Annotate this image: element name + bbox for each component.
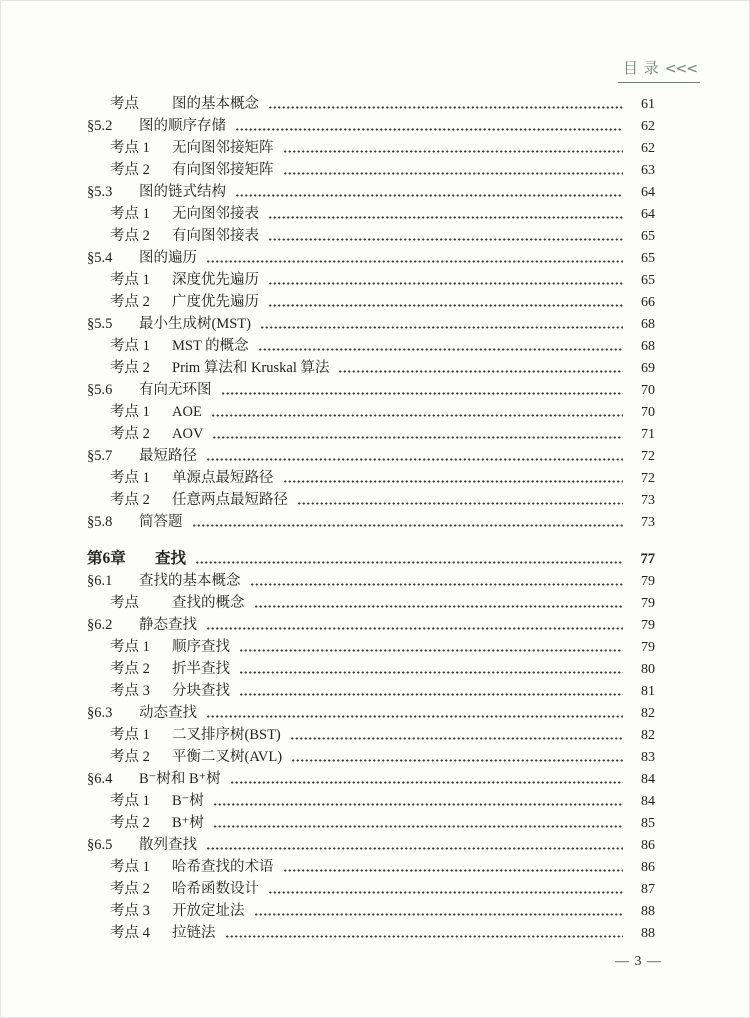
toc-entry-prefix: 考点 2 (110, 294, 150, 310)
toc-entry-prefix: 考点 1 (110, 140, 150, 156)
toc-entry (87, 570, 655, 592)
toc-entry-prefix: 考点 2 (110, 881, 150, 897)
toc-entry (87, 467, 655, 489)
toc-entry (87, 401, 655, 423)
toc-entry-page: 64 (641, 185, 655, 200)
dot-leader (258, 348, 623, 351)
toc-entry-prefix: 考点 1 (110, 793, 150, 809)
toc-entry-page: 70 (641, 383, 655, 398)
toc-entry-prefix: §5.7 (87, 448, 113, 464)
toc-entry-title: 哈希函数设计 (172, 881, 259, 897)
toc-entry-title: 拉链法 (172, 925, 216, 941)
toc-entry-page: 83 (641, 750, 655, 765)
toc-entry (87, 636, 655, 658)
dot-leader (268, 891, 623, 894)
toc-entry-title: Prim 算法和 Kruskal 算法 (172, 360, 330, 376)
dot-leader (239, 693, 623, 696)
toc-entry (87, 181, 655, 203)
toc-entry-prefix: §6.2 (87, 617, 113, 633)
dot-leader (206, 847, 623, 850)
dot-leader (225, 935, 624, 938)
toc-entry-page: 84 (641, 794, 655, 809)
dot-leader (235, 194, 623, 197)
dot-leader (221, 392, 624, 395)
toc-entry-prefix: §6.4 (87, 771, 113, 787)
toc-entry-prefix: §5.4 (87, 250, 113, 266)
toc-entry (87, 137, 655, 159)
toc-entry-title: 动态查找 (139, 705, 197, 721)
toc-entry-prefix: 考点 2 (110, 426, 150, 442)
toc-entry (87, 489, 655, 511)
toc-entry-page: 64 (641, 207, 655, 222)
toc-entry-prefix: 考点 1 (110, 859, 150, 875)
dot-leader (195, 561, 623, 564)
toc-entry-title: AOV (172, 426, 204, 442)
toc-entry-title: 最小生成树(MST) (139, 316, 251, 332)
toc-entry-title: 查找的概念 (172, 595, 245, 611)
dot-leader (239, 671, 623, 674)
toc-entry-title: 平衡二叉树(AVL) (172, 749, 283, 765)
toc-entry-title: AOE (172, 404, 202, 420)
toc-entry-page: 79 (641, 618, 655, 633)
toc-entry (87, 379, 655, 401)
toc-entry (87, 900, 655, 922)
dot-leader (283, 869, 624, 872)
toc-entry-page: 77 (640, 551, 655, 567)
toc-entry (87, 856, 655, 878)
toc-entry-prefix: 考点 (110, 96, 139, 112)
toc-entry-page: 79 (641, 596, 655, 611)
dot-leader (283, 150, 624, 153)
toc-entry-prefix: 考点 2 (110, 661, 150, 677)
toc-entry-page: 82 (641, 728, 655, 743)
toc-entry-page: 86 (641, 860, 655, 875)
toc-entry-title: 有向图邻接表 (172, 228, 259, 244)
toc-entry (87, 335, 655, 357)
toc-entry-page: 65 (641, 273, 655, 288)
toc-entry-prefix: 考点 4 (110, 925, 150, 941)
toc-entry (87, 423, 655, 445)
toc-entry (87, 746, 655, 768)
toc-entry-page: 62 (641, 119, 655, 134)
toc-entry (87, 511, 655, 533)
toc-entry-page: 88 (641, 926, 655, 941)
dot-leader (268, 216, 623, 219)
toc-entry-page: 81 (641, 684, 655, 699)
toc-entry-title: 顺序查找 (172, 639, 230, 655)
toc-entry-title: 有向无环图 (139, 382, 212, 398)
toc-entry (87, 724, 655, 746)
dot-leader (211, 414, 623, 417)
toc-entry-page: 79 (641, 574, 655, 589)
toc-entry (87, 768, 655, 790)
toc-entry (87, 790, 655, 812)
toc-entry-title: 图的遍历 (139, 250, 197, 266)
toc-entry (87, 291, 655, 313)
toc-entry-title: 开放定址法 (172, 903, 245, 919)
toc-entry-prefix: 考点 (110, 595, 139, 611)
toc-entry-page: 88 (641, 904, 655, 919)
toc-entry-prefix: 考点 2 (110, 492, 150, 508)
dot-leader (192, 524, 624, 527)
toc-entry-page: 80 (641, 662, 655, 677)
toc-entry-title: 有向图邻接矩阵 (172, 162, 274, 178)
toc-entry-prefix: §5.8 (87, 514, 113, 530)
toc-entry-title: 图的基本概念 (172, 96, 259, 112)
dot-leader (254, 605, 624, 608)
dot-leader (260, 326, 623, 329)
toc-entry (87, 658, 655, 680)
toc-entry-title: 图的顺序存储 (139, 118, 226, 134)
dot-leader (297, 502, 623, 505)
dot-leader (230, 781, 623, 784)
toc-entry-page: 73 (641, 493, 655, 508)
toc-entry-title: 哈希查找的术语 (172, 859, 274, 875)
dot-leader (254, 913, 624, 916)
toc-entry (87, 269, 655, 291)
toc-entry-prefix: 考点 2 (110, 749, 150, 765)
toc-entry-prefix: 考点 1 (110, 404, 150, 420)
toc-entry-title: 查找 (155, 550, 187, 567)
dot-leader (268, 238, 623, 241)
toc-entry-page: 72 (641, 449, 655, 464)
toc-entry-title: B⁺树 (172, 815, 204, 831)
toc-entry-page: 82 (641, 706, 655, 721)
page-number: — 3 — (615, 954, 662, 969)
toc-entry-page: 65 (641, 229, 655, 244)
dot-leader (338, 370, 623, 373)
toc-entry (87, 93, 655, 115)
dot-leader (206, 260, 623, 263)
toc-entry-title: 单源点最短路径 (172, 470, 274, 486)
toc-entry-page: 66 (641, 295, 655, 310)
dot-leader (212, 436, 623, 439)
toc-entry (87, 592, 655, 614)
toc-entry (87, 357, 655, 379)
dot-leader (235, 128, 623, 131)
dot-leader (291, 759, 623, 762)
toc-entry-page: 79 (641, 640, 655, 655)
toc-entry-title: 图的链式结构 (139, 184, 226, 200)
toc-entry-prefix: §5.5 (87, 316, 113, 332)
toc-entry (87, 445, 655, 467)
toc-entry-prefix: 考点 1 (110, 206, 150, 222)
toc-entry-page: 87 (641, 882, 655, 897)
toc-entry-page: 68 (641, 339, 655, 354)
toc-entry (87, 548, 655, 570)
toc-entry-page: 70 (641, 405, 655, 420)
toc-entry (87, 159, 655, 181)
toc-entry-prefix: 考点 2 (110, 815, 150, 831)
toc-entry-title: B⁻树 (172, 793, 204, 809)
dot-leader (290, 737, 623, 740)
toc-entry-page: 65 (641, 251, 655, 266)
dot-leader (213, 803, 623, 806)
toc-entry (87, 834, 655, 856)
toc-entry (87, 878, 655, 900)
toc-entry-title: 任意两点最短路径 (172, 492, 288, 508)
toc-entry-page: 73 (641, 515, 655, 530)
toc-entry (87, 225, 655, 247)
toc-entry-prefix: 考点 1 (110, 639, 150, 655)
toc-entry-title: 无向图邻接矩阵 (172, 140, 274, 156)
toc-entry-title: 深度优先遍历 (172, 272, 259, 288)
toc-entry-title: MST 的概念 (172, 338, 249, 354)
toc-entry-prefix: 考点 3 (110, 903, 150, 919)
dot-leader (283, 480, 624, 483)
toc-entry-prefix: 考点 1 (110, 272, 150, 288)
toc-entry-prefix: 考点 1 (110, 338, 150, 354)
toc-entry-page: 71 (641, 427, 655, 442)
toc-entry-prefix: 考点 1 (110, 470, 150, 486)
toc-entry (87, 247, 655, 269)
dot-leader (213, 825, 623, 828)
toc-entry-page: 84 (641, 772, 655, 787)
toc-entry-page: 85 (641, 816, 655, 831)
toc-entry (87, 922, 655, 944)
toc-entry (87, 203, 655, 225)
toc-header (618, 57, 700, 83)
toc-entry-prefix: 考点 2 (110, 360, 150, 376)
toc-entry-title: 简答题 (139, 514, 183, 530)
toc-entry-page: 68 (641, 317, 655, 332)
dot-leader (206, 458, 623, 461)
toc-entry-prefix: §6.5 (87, 837, 113, 853)
toc-entry (87, 812, 655, 834)
toc-entry-title: 查找的基本概念 (139, 573, 241, 589)
dot-leader (268, 282, 623, 285)
toc-entry-prefix: 考点 2 (110, 228, 150, 244)
toc-entry-page: 63 (641, 163, 655, 178)
toc-entry (87, 115, 655, 137)
toc-entry-prefix: §6.3 (87, 705, 113, 721)
toc-entry-page: 62 (641, 141, 655, 156)
toc-entry-title: 无向图邻接表 (172, 206, 259, 222)
dot-leader (268, 304, 623, 307)
toc-entry-title: 分块查找 (172, 683, 230, 699)
toc-entry-title: 最短路径 (139, 448, 197, 464)
toc-entry-title: B⁻树和 B⁺树 (139, 771, 221, 787)
dot-leader (250, 583, 624, 586)
toc-entry-title: 广度优先遍历 (172, 294, 259, 310)
toc-entry-prefix: 考点 3 (110, 683, 150, 699)
toc-entry-title: 折半查找 (172, 661, 230, 677)
toc-entry-prefix: 考点 1 (110, 727, 150, 743)
toc-entry-prefix: 考点 2 (110, 162, 150, 178)
toc-entry-prefix: §5.2 (87, 118, 113, 134)
toc-entry-prefix: §5.6 (87, 382, 113, 398)
toc-entry-page: 86 (641, 838, 655, 853)
toc-entry (87, 702, 655, 724)
toc-list (87, 93, 655, 944)
toc-entry (87, 313, 655, 335)
dot-leader (268, 106, 623, 109)
dot-leader (283, 172, 624, 175)
toc-entry-page: 69 (641, 361, 655, 376)
toc-header-title: 目 录 (623, 61, 660, 77)
dot-leader (206, 627, 623, 630)
toc-entry-title: 静态查找 (139, 617, 197, 633)
toc-entry-page: 72 (641, 471, 655, 486)
chevrons-left-icon: <<< (664, 61, 697, 77)
toc-entry-title: 散列查找 (139, 837, 197, 853)
toc-entry-title: 二叉排序树(BST) (172, 727, 281, 743)
toc-entry-prefix: 第6章 (87, 550, 126, 567)
dot-leader (239, 649, 623, 652)
toc-entry (87, 614, 655, 636)
dot-leader (206, 715, 623, 718)
toc-entry-prefix: §6.1 (87, 573, 113, 589)
toc-entry-prefix: §5.3 (87, 184, 113, 200)
toc-entry (87, 680, 655, 702)
toc-entry-page: 61 (641, 97, 655, 112)
